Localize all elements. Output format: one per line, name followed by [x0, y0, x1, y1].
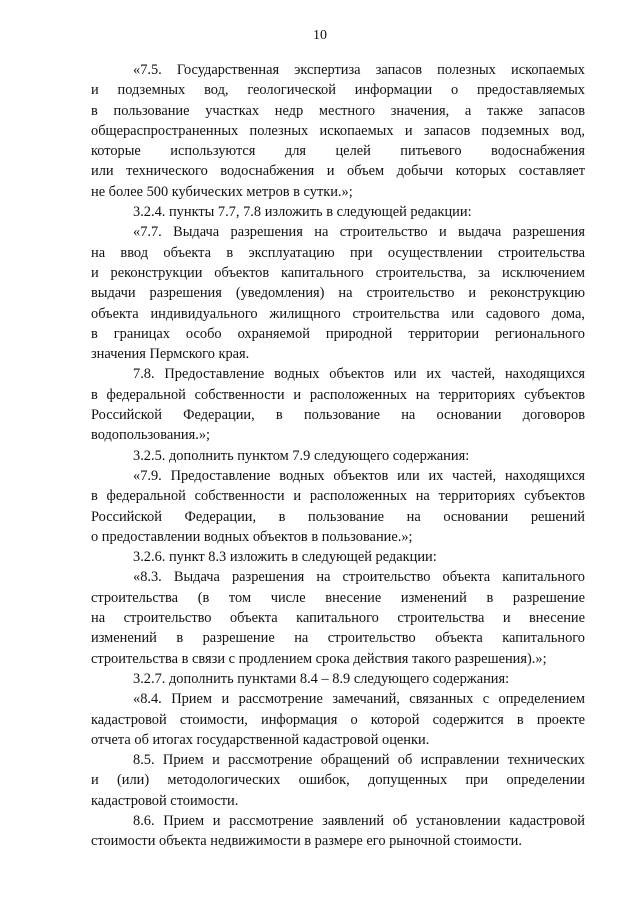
text-line: стоимости объекта недвижимости в размере его рыночной стоимости.: [91, 833, 522, 850]
text-line: и реконструкции объектов капитального строительства, за исключением: [91, 264, 585, 281]
paragraph: [91, 466, 585, 547]
text-line: выдачи разрешения (уведомления) на строительство и реконструкцию: [91, 285, 585, 302]
text-line: которые используются для целей питьевого водоснабжения: [91, 143, 585, 160]
paragraph: [91, 811, 585, 852]
text-line: Российской Федерации, в пользование на основании договоров: [91, 407, 585, 424]
text-line: кадастровой стоимости.: [91, 792, 239, 809]
text-line: объекта индивидуального жилищного строительства или садового дома,: [91, 305, 585, 322]
text-line: «7.7. Выдача разрешения на строительство и выдача разрешения: [133, 224, 585, 241]
text-line: не более 500 кубических метров в сутки.»;: [91, 183, 353, 200]
text-line: и (или) методологических ошибок, допущенных при определении: [91, 772, 585, 789]
text-line: строительства в связи с продлением срока действия такого разрешения).»;: [91, 650, 547, 667]
paragraph: [91, 547, 585, 567]
text-line: в федеральной собственности и расположенных на территориях субъектов: [91, 488, 585, 505]
text-line: и подземных вод, геологической информации о предоставляемых: [91, 82, 585, 99]
paragraph: [91, 364, 585, 445]
paragraph: [91, 669, 585, 689]
text-line: Российской Федерации, в пользование на основании решений: [91, 508, 585, 525]
text-line: 8.5. Прием и рассмотрение обращений об исправлении технических: [133, 752, 585, 769]
text-line: строительства (в том числе внесение изменений в разрешение: [91, 589, 585, 606]
text-line: общераспространенных полезных ископаемых и запасов подземных вод,: [91, 122, 585, 139]
paragraph: [91, 222, 585, 364]
text-line: на ввод объекта в эксплуатацию при осуществлении строительства: [91, 244, 585, 261]
text-line: 7.8. Предоставление водных объектов или их частей, находящихся: [133, 366, 585, 383]
text-line: значения Пермского края.: [91, 346, 250, 363]
page-number: 10: [313, 28, 327, 43]
text-line: «8.3. Выдача разрешения на строительство объекта капитального: [133, 569, 585, 586]
paragraph: [91, 446, 585, 466]
text-line: отчета об итогах государственной кадастровой оценки.: [91, 731, 430, 748]
text-line: 3.2.7. дополнить пунктами 8.4 – 8.9 следующего содержания:: [133, 670, 510, 687]
text-line: или технического водоснабжения и объем добычи которых составляет: [91, 163, 585, 180]
text-line: 3.2.5. дополнить пунктом 7.9 следующего содержания:: [133, 447, 470, 464]
text-line: изменений в разрешение на строительство объекта капитального: [91, 630, 585, 647]
text-line: на строительство объекта капитального строительства и внесение: [91, 610, 585, 627]
paragraph: [91, 689, 585, 750]
paragraph: [91, 750, 585, 811]
paragraph: [91, 567, 585, 668]
text-line: водопользования.»;: [91, 427, 211, 444]
text-line: «8.4. Прием и рассмотрение замечаний, связанных с определением: [133, 691, 585, 708]
text-line: о предоставлении водных объектов в пользование.»;: [91, 528, 413, 545]
text-line: 3.2.4. пункты 7.7, 7.8 изложить в следующей редакции:: [133, 204, 472, 221]
text-line: в федеральной собственности и расположенных на территориях субъектов: [91, 386, 585, 403]
text-line: 8.6. Прием и рассмотрение заявлений об установлении кадастровой: [133, 812, 585, 829]
text-line: «7.9. Предоставление водных объектов или их частей, находящихся: [133, 467, 585, 484]
document-body: [91, 60, 585, 852]
text-line: кадастровой стоимости, информация о которой содержится в проекте: [91, 711, 585, 728]
text-line: «7.5. Государственная экспертиза запасов полезных ископаемых: [133, 62, 585, 78]
text-line: 3.2.6. пункт 8.3 изложить в следующей редакции:: [133, 549, 437, 566]
paragraph: [91, 60, 585, 202]
text-line: в границах особо охраняемой природной территории регионального: [91, 325, 585, 342]
paragraph: [91, 202, 585, 222]
text-line: в пользование участках недр местного значения, а также запасов: [91, 102, 585, 119]
